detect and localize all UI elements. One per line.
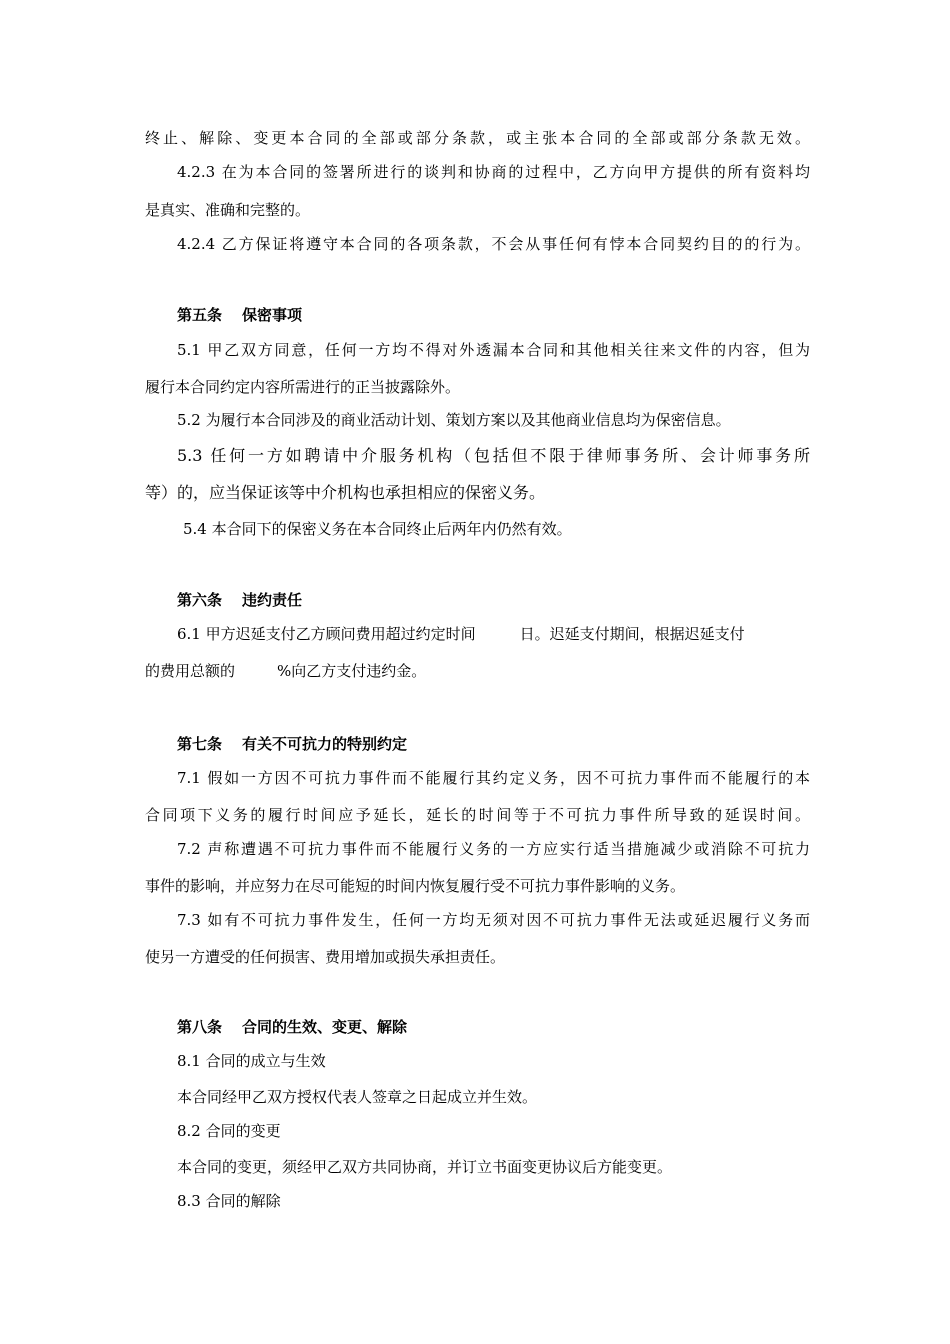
clause-4-2-3: 4.2.3 在为本合同的签署所进行的谈判和协商的过程中，乙方向甲方提供的所有资料均 — [177, 163, 810, 181]
article-number: 第八条 — [177, 1018, 223, 1036]
section-8-2-title: 8.2 合同的变更 — [177, 1122, 281, 1140]
clause-7-2: 7.2 声称遭遇不可抗力事件而不能履行义务的一方应实行适当措施减少或消除不可抗力 — [177, 840, 810, 858]
article-number: 第五条 — [177, 306, 223, 324]
article-number: 第六条 — [177, 591, 223, 609]
article-number: 第七条 — [177, 735, 223, 753]
section-8-3-title: 8.3 合同的解除 — [177, 1192, 281, 1210]
article-5-heading — [177, 305, 810, 325]
clause-6-1-cont — [145, 661, 810, 681]
clause-5-2: 5.2 为履行本合同涉及的商业活动计划、策划方案以及其他商业信息均为保密信息。 — [177, 411, 731, 429]
article-title: 有关不可抗力的特别约定 — [242, 735, 408, 753]
clause-text: 日。迟延支付期间，根据迟延支付 — [519, 625, 745, 643]
clause-5-1-cont: 履行本合同约定内容所需进行的正当披露除外。 — [145, 378, 461, 396]
article-title: 合同的生效、变更、解除 — [242, 1018, 408, 1036]
clause-7-1: 7.1 假如一方因不可抗力事件而不能履行其约定义务，因不可抗力事件而不能履行的本 — [177, 769, 810, 787]
article-title: 违约责任 — [242, 591, 303, 609]
clause-5-3-cont: 等）的，应当保证该等中介机构也承担相应的保密义务。 — [145, 483, 546, 502]
article-title: 保密事项 — [242, 306, 303, 324]
article-7-heading — [177, 734, 810, 754]
clause-5-3: 5.3 任何一方如聘请中介服务机构（包括但不限于律师事务所、会计师事务所 — [177, 446, 810, 465]
clause-7-3: 7.3 如有不可抗力事件发生，任何一方均无须对因不可抗力事件无法或延迟履行义务而 — [177, 911, 810, 929]
section-8-2-text: 本合同的变更，须经甲乙双方共同协商，并订立书面变更协议后方能变更。 — [177, 1158, 673, 1176]
clause-5-1: 5.1 甲乙双方同意，任何一方均不得对外透漏本合同和其他相关往来文件的内容，但为 — [177, 341, 810, 359]
clause-text: 6.1 甲方迟延支付乙方顾问费用超过约定时间 — [177, 625, 476, 643]
section-8-1-text: 本合同经甲乙双方授权代表人签章之日起成立并生效。 — [177, 1088, 538, 1106]
clause-7-2-cont: 事件的影响，并应努力在尽可能短的时间内恢复履行受不可抗力事件影响的义务。 — [145, 877, 686, 895]
clause-text: 的费用总额的 — [145, 662, 236, 680]
clause-4-2-4: 4.2.4 乙方保证将遵守本合同的各项条款，不会从事任何有悖本合同契约目的的行为。 — [177, 235, 810, 253]
clause-5-4: 5.4 本合同下的保密义务在本合同终止后两年内仍然有效。 — [183, 520, 572, 538]
clause-7-1-cont: 合同项下义务的履行时间应予延长，延长的时间等于不可抗力事件所导致的延误时间。 — [145, 806, 810, 824]
article-6-heading — [177, 590, 810, 610]
clause-7-3-cont: 使另一方遭受的任何损害、费用增加或损失承担责任。 — [145, 948, 506, 966]
clause-6-1 — [177, 624, 810, 644]
clause-4-2-3-cont: 是真实、准确和完整的。 — [145, 201, 311, 219]
section-8-1-title: 8.1 合同的成立与生效 — [177, 1052, 326, 1070]
paragraph-line: 终止、解除、变更本合同的全部或部分条款，或主张本合同的全部或部分条款无效。 — [145, 129, 810, 147]
article-8-heading — [177, 1017, 810, 1037]
clause-text: %向乙方支付违约金。 — [277, 662, 427, 680]
